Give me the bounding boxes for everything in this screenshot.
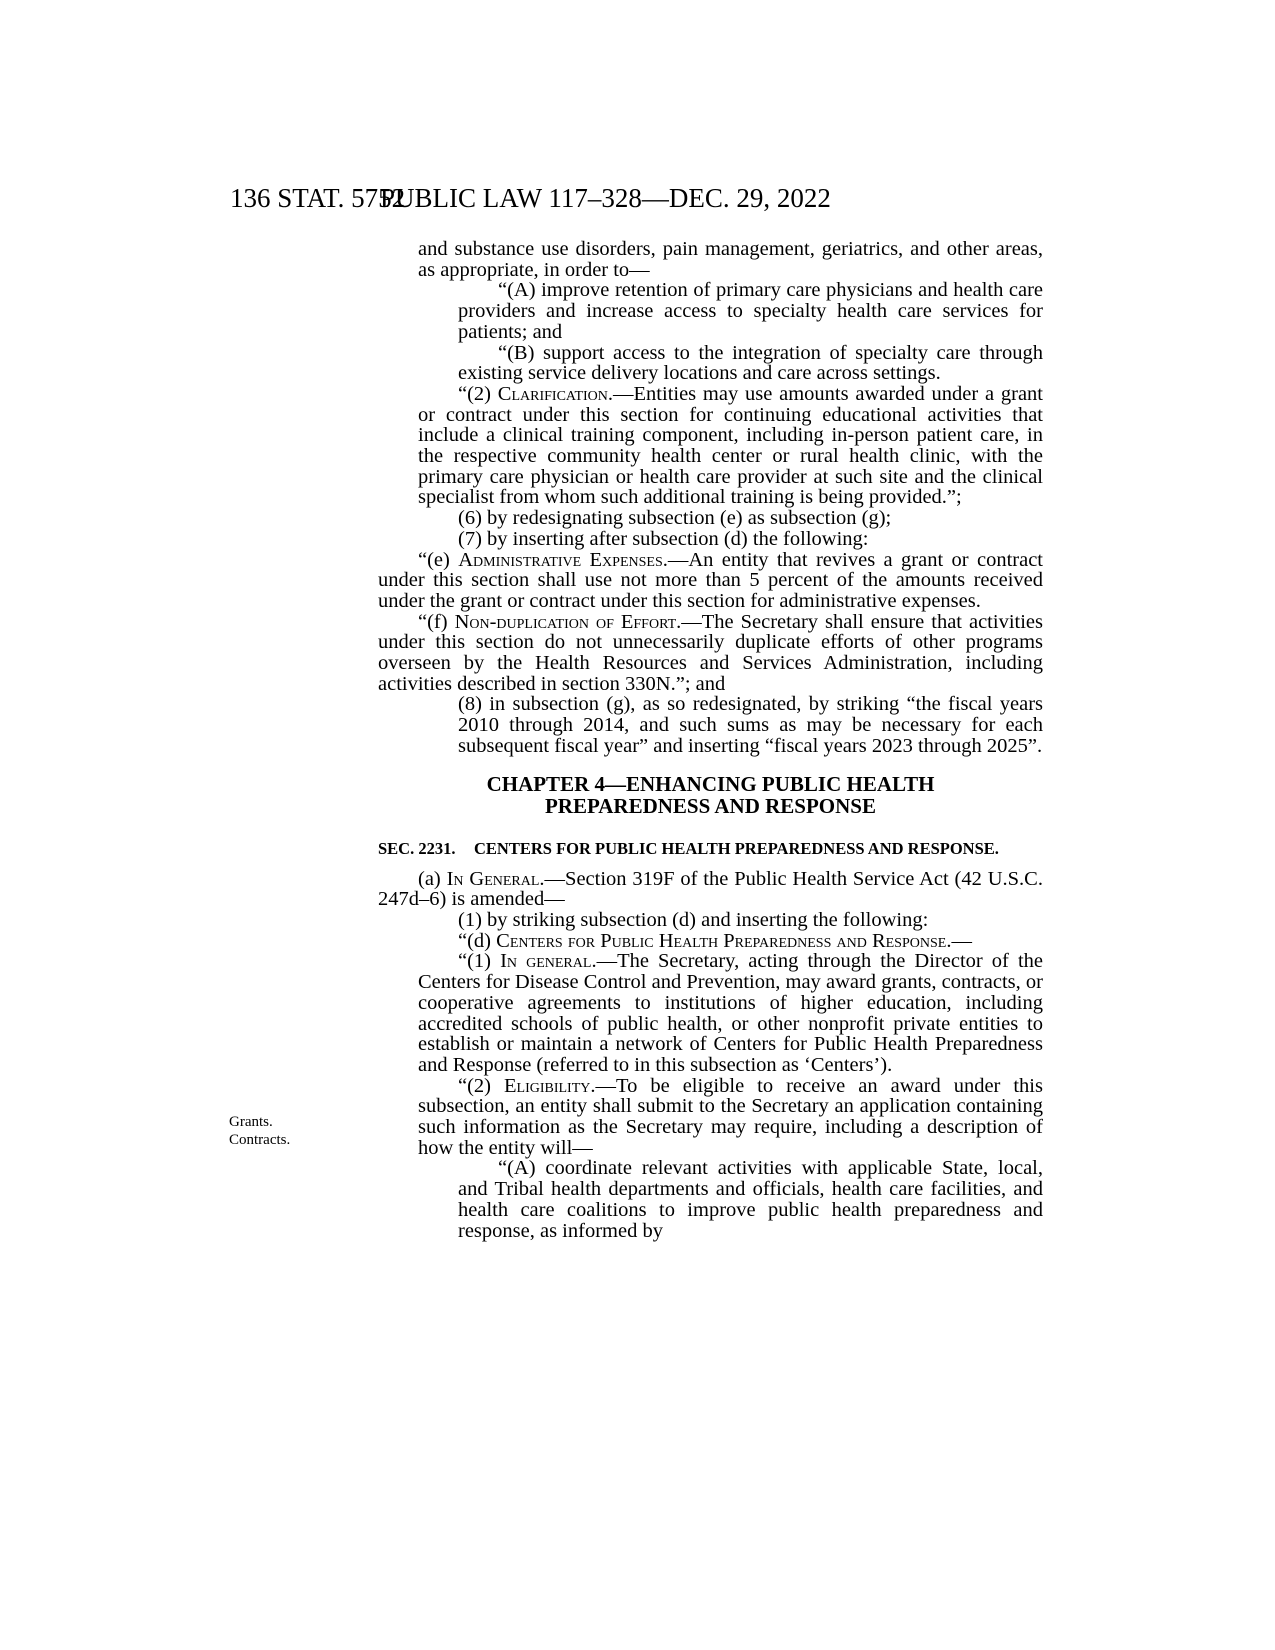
paragraph-centers: “(d) Centers for Public Health Preparedness and Response.— [458, 929, 972, 952]
margin-note-contracts: Contracts. [229, 1132, 291, 1148]
chapter-heading: CHAPTER 4—ENHANCING PUBLIC HEALTH PREPAREDNESS AND RESPONSE [486, 771, 935, 818]
paragraph: “(B) support access to the integration of specialty care through existing service delivery locations and care across settings. [458, 341, 1043, 385]
page-header [230, 183, 930, 219]
paragraph: (7) by inserting after subsection (d) the following: [458, 527, 869, 550]
paragraph: and substance use disorders, pain management, geriatrics, and other areas, as appropriate, in order to— [418, 238, 1043, 281]
paragraph-eligibility: “(2) Eligibility.—To be eligible to receive an award under this subsection, an entity shall submit to the Secretary an application containing such information as the Secretary may require, including a description of how the entity will— [418, 1074, 1043, 1159]
margin-note [229, 1113, 290, 1149]
statute-text [378, 239, 1043, 1241]
margin-note-grants: Grants. [229, 1114, 273, 1130]
paragraph-administrative-expenses: “(e) Administrative Expenses.—An entity that revives a grant or contract under this section shall use not more than 5 percent of the amounts received under the grant or contract under this section for administrative expenses. [378, 548, 1043, 612]
paragraph-non-duplication: “(f) Non-duplication of Effort.—The Secretary shall ensure that activities under this section do not unnecessarily duplicate efforts of other programs overseen by the Health Resources and Services Administration, including activities described in section 330N.”; and [378, 610, 1043, 695]
paragraph: (1) by striking subsection (d) and inserting the following: [458, 908, 929, 931]
paragraph-clarification: “(2) Clarification.—Entities may use amounts awarded under a grant or contract under this section for continuing educational activities that include a clinical training component, including in-person patient care, in the respective community health center or rural health clinic, with the primary care physician or health care provider at such site and the clinical specialist from whom such additional training is being provided.”; [418, 382, 1043, 509]
paragraph: (8) in subsection (g), as so redesignated, by striking “the fiscal years 2010 through 2014, and such sums as may be necessary for each subsequent fiscal year” and inserting “fiscal years 2023 through 2025”. [458, 693, 1043, 757]
paragraph: (6) by redesignating subsection (e) as subsection (g); [458, 507, 892, 530]
paragraph: “(A) improve retention of primary care physicians and health care providers and increase access to specialty health care services for patients; and [458, 279, 1043, 343]
section-heading: SEC. 2231. CENTERS FOR PUBLIC HEALTH PREPAREDNESS AND RESPONSE. [378, 838, 999, 858]
paragraph: “(A) coordinate relevant activities with applicable State, local, and Tribal health departments and officials, health care facilities, and health care coalitions to improve public health preparedness and response, as informed by [458, 1157, 1043, 1242]
paragraph-in-general-1: “(1) In general.—The Secretary, acting through the Director of the Centers for Disease Control and Prevention, may award grants, contracts, or cooperative agreements to institutions of higher education, including accredited schools of public health, or other nonprofit private entities to establish or maintain a network of Centers for Public Health Preparedness and Response (referred to in this subsection as ‘Centers’). [418, 950, 1043, 1076]
stat-page-number: 136 STAT. 5752 [230, 183, 406, 213]
paragraph-in-general: (a) In General.—Section 319F of the Public Health Service Act (42 U.S.C. 247d–6) is amended— [378, 867, 1043, 911]
law-title: PUBLIC LAW 117–328—DEC. 29, 2022 [380, 183, 831, 213]
